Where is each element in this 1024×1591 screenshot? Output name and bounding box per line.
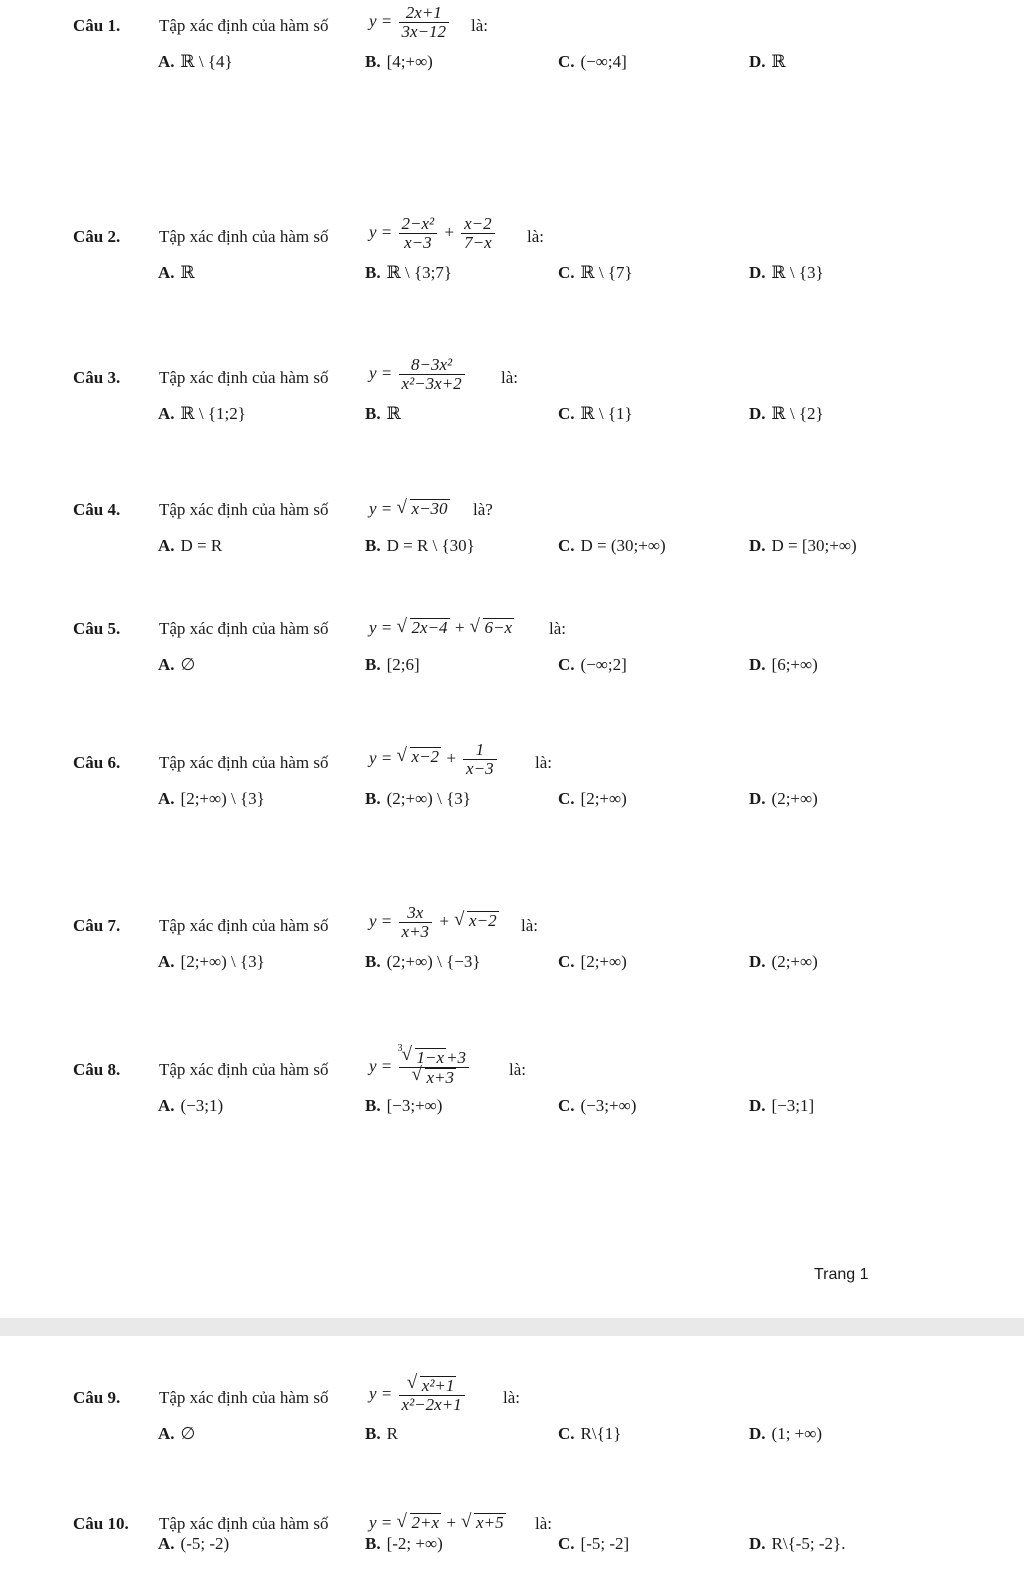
option-d[interactable]: D. [6;+∞) (749, 655, 818, 674)
question-stem: Tập xác định của hàm số (159, 500, 329, 519)
option-d[interactable]: D. (2;+∞) (749, 952, 818, 971)
question-8 (73, 1043, 1003, 1122)
formula: y = 3 √ 1−x +3 √ x+3 (369, 1048, 471, 1087)
formula: y = √ 2x−4 + √ 6−x (369, 616, 513, 637)
formula: y = √ x−30 (369, 497, 448, 518)
option-a[interactable]: A. [2;+∞) \ {3} (158, 789, 265, 808)
question-tail: là: (521, 916, 538, 935)
option-b[interactable]: B. [2;6] (365, 655, 420, 674)
option-b[interactable]: B. [-2; +∞) (365, 1534, 443, 1553)
question-number: Câu 2. (73, 227, 121, 246)
question-number: Câu 3. (73, 368, 121, 387)
option-c[interactable]: C. ℝ \ {7} (558, 263, 633, 282)
question-stem: Tập xác định của hàm số (159, 753, 329, 772)
option-a[interactable]: A. ∅ (158, 1424, 196, 1443)
question-2 (73, 215, 1003, 289)
question-number: Câu 10. (73, 1514, 129, 1533)
option-a[interactable]: A. ℝ \ {1;2} (158, 404, 246, 423)
option-a[interactable]: A. ∅ (158, 655, 196, 674)
question-stem: Tập xác định của hàm số (159, 16, 329, 35)
option-b[interactable]: B. [−3;+∞) (365, 1096, 443, 1115)
page-number: Trang 1 (814, 1266, 869, 1283)
question-3 (73, 356, 1003, 430)
question-stem: Tập xác định của hàm số (159, 1388, 329, 1407)
option-c[interactable]: C. [2;+∞) (558, 789, 627, 808)
option-d[interactable]: D. ℝ \ {2} (749, 404, 824, 423)
question-tail: là: (549, 619, 566, 638)
question-number: Câu 5. (73, 619, 121, 638)
question-tail: là: (527, 227, 544, 246)
question-tail: là: (501, 368, 518, 387)
option-c[interactable]: C. (−∞;4] (558, 52, 627, 71)
question-9 (73, 1372, 1003, 1450)
formula: y = √ x−2 + $\frac{1}{x-3}$ (369, 741, 499, 778)
question-number: Câu 8. (73, 1060, 121, 1079)
option-b[interactable]: B. (2;+∞) \ {−3} (365, 952, 481, 971)
question-tail: là: (535, 753, 552, 772)
option-d[interactable]: D. (1; +∞) (749, 1424, 823, 1443)
question-number: Câu 7. (73, 916, 121, 935)
option-a[interactable]: A. (-5; -2) (158, 1534, 230, 1553)
question-stem: Tập xác định của hàm số (159, 227, 329, 246)
formula: y = √ x²+1 x²−2x+1 (369, 1376, 467, 1414)
question-number: Câu 4. (73, 500, 121, 519)
option-a[interactable]: A. D = R (158, 536, 223, 555)
option-a[interactable]: A. [2;+∞) \ {3} (158, 952, 265, 971)
question-stem: Tập xác định của hàm số (159, 1514, 329, 1533)
page-separator (0, 1318, 1024, 1336)
option-d[interactable]: D. (2;+∞) (749, 789, 818, 808)
option-d[interactable]: D. R\{-5; -2}. (749, 1534, 846, 1553)
option-b[interactable]: B. R (365, 1424, 398, 1443)
question-4 (73, 488, 1003, 562)
formula: y = $\frac{2x+1}{3x-12}$ (369, 4, 451, 41)
question-tail: là: (509, 1060, 526, 1079)
question-stem: Tập xác định của hàm số (159, 1060, 329, 1079)
question-tail: là: (535, 1514, 552, 1533)
formula: y = $\frac{3x}{x+3}$ + √ x−2 (369, 903, 497, 941)
page-2 (0, 1336, 1024, 1591)
option-a[interactable]: A. ℝ (158, 263, 195, 282)
formula: y = √ 2+x + √ x+5 (369, 1511, 504, 1532)
question-tail: là: (503, 1388, 520, 1407)
option-b[interactable]: B. [4;+∞) (365, 52, 433, 71)
option-b[interactable]: B. ℝ (365, 404, 401, 423)
question-number: Câu 1. (73, 16, 121, 35)
question-tail: là: (471, 16, 488, 35)
option-a[interactable]: A. (−3;1) (158, 1096, 224, 1115)
option-d[interactable]: D. ℝ (749, 52, 786, 71)
option-b[interactable]: B. ℝ \ {3;7} (365, 263, 452, 282)
option-b[interactable]: B. (2;+∞) \ {3} (365, 789, 471, 808)
option-d[interactable]: D. [−3;1] (749, 1096, 815, 1115)
question-stem: Tập xác định của hàm số (159, 619, 329, 638)
formula: y = $\frac{\text{8−3x²}}{\text{x²−3x+2}}$ (369, 356, 467, 393)
formula: y = $\frac{\text{2−x²}}{x-3}$ + $\frac{x-2}{7-x}$ (369, 215, 497, 252)
question-6 (73, 741, 1003, 815)
question-tail: là? (473, 500, 493, 519)
question-5 (73, 607, 1003, 681)
option-d[interactable]: D. D = [30;+∞) (749, 536, 857, 555)
question-10 (73, 1502, 1003, 1560)
question-7 (73, 904, 1003, 978)
option-c[interactable]: C. D = (30;+∞) (558, 536, 666, 555)
option-c[interactable]: C. ℝ \ {1} (558, 404, 633, 423)
question-number: Câu 9. (73, 1388, 121, 1407)
question-stem: Tập xác định của hàm số (159, 916, 329, 935)
question-number: Câu 6. (73, 753, 121, 772)
option-c[interactable]: C. [2;+∞) (558, 952, 627, 971)
question-stem: Tập xác định của hàm số (159, 368, 329, 387)
question-1 (73, 4, 1003, 78)
option-d[interactable]: D. ℝ \ {3} (749, 263, 824, 282)
option-a[interactable]: A. ℝ \ {4} (158, 52, 233, 71)
option-c[interactable]: C. R\{1} (558, 1424, 622, 1443)
option-c[interactable]: C. (−∞;2] (558, 655, 627, 674)
option-c[interactable]: C. [-5; -2] (558, 1534, 630, 1553)
option-b[interactable]: B. D = R \ {30} (365, 536, 475, 555)
option-c[interactable]: C. (−3;+∞) (558, 1096, 637, 1115)
